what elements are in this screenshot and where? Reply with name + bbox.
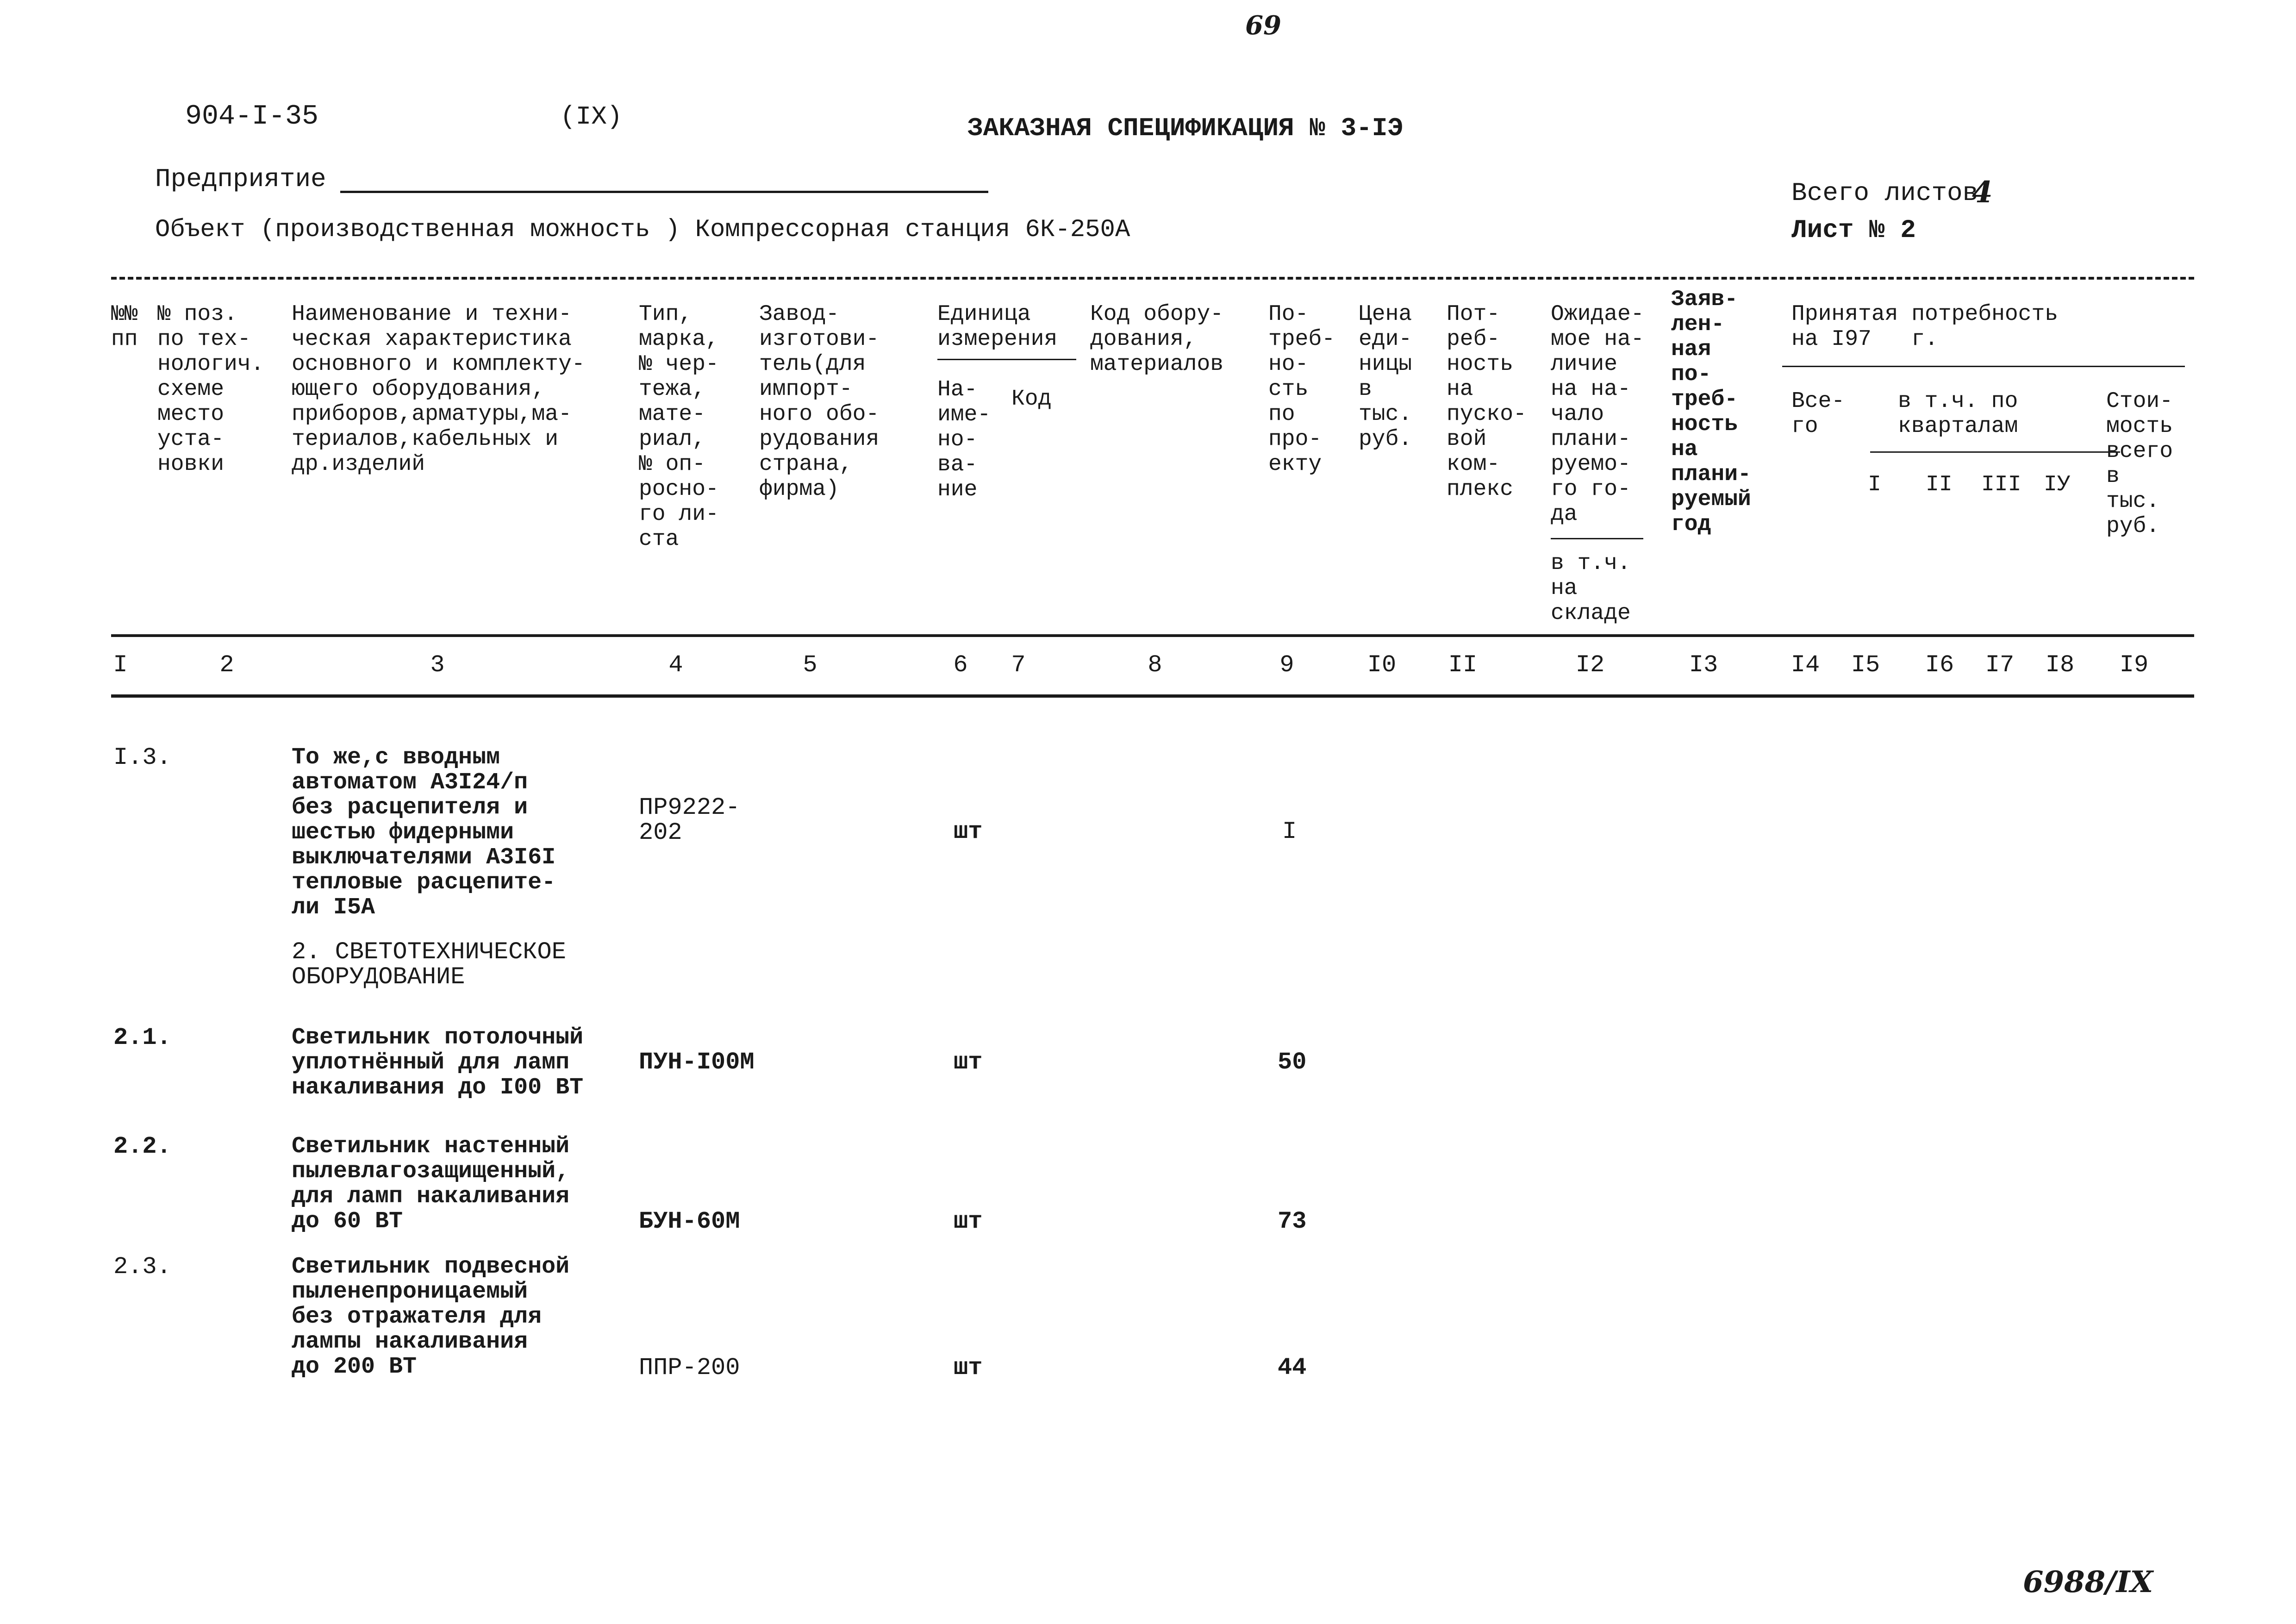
header-col12: Ожидае- мое на- личие на на- чало плани- руемо- го го- да — [1551, 302, 1644, 527]
row-qty: I — [1282, 818, 1297, 845]
row-name: Светильник настенный пылевлагозащищенный, для ламп накаливания до 60 ВТ — [292, 1133, 570, 1235]
table-top-rule — [111, 277, 2194, 280]
row-number: 2.3. — [113, 1253, 171, 1280]
row-unit: шт — [954, 818, 983, 845]
header-bottom-rule — [111, 634, 2194, 637]
enterprise-underline — [340, 191, 988, 193]
colnum-19: I9 — [2119, 651, 2149, 679]
colnum-5: 5 — [803, 651, 817, 679]
colnum-14: I4 — [1791, 651, 1820, 679]
column-numbers-bottom-rule — [111, 694, 2194, 698]
header-col15-18: в т.ч. по кварталам — [1898, 389, 2018, 439]
header-col6-7: Единица измерения — [937, 302, 1058, 352]
row-type: ППР-200 — [639, 1354, 740, 1381]
doc-code: 904-I-35 — [185, 101, 319, 132]
colnum-6: 6 — [953, 651, 968, 679]
header-col14-18: Принятая потребность на I97 г. — [1791, 302, 2059, 352]
colnum-8: 8 — [1148, 651, 1162, 679]
header-accepted-divider — [1782, 366, 2185, 367]
row-name: То же,с вводным автоматом А3I24/п без расцепителя и шестью фидерными выключателями А3I6I тепловые расцепите- ли I5А — [292, 744, 556, 921]
colnum-10: I0 — [1367, 651, 1397, 679]
colnum-17: I7 — [1985, 651, 2015, 679]
sheet-label: Лист № 2 — [1791, 215, 1916, 245]
header-col14: Все- го — [1791, 389, 1845, 439]
colnum-1: I — [113, 651, 128, 679]
header-col6: На- име- но- ва- ние — [937, 377, 991, 502]
colnum-9: 9 — [1279, 651, 1294, 679]
colnum-3: 3 — [430, 651, 445, 679]
footer-stamp: 6988/IX — [2023, 1565, 2153, 1599]
row-unit: шт — [954, 1049, 983, 1076]
header-col10: Цена еди- ницы в тыс. руб. — [1359, 302, 1412, 452]
page-number: 69 — [1245, 10, 1281, 41]
row-unit: шт — [954, 1208, 983, 1235]
total-sheets-value: 4 — [1972, 175, 1993, 210]
header-col13: Заяв- лен- ная по- треб- ность на плани- руемый год — [1671, 287, 1751, 537]
header-col4: Тип, марка, № чер- тежа, мате- риал, № оп- росно- го ли- ста — [639, 302, 719, 552]
colnum-15: I5 — [1851, 651, 1880, 679]
total-sheets-label: Всего листов — [1791, 178, 1978, 208]
colnum-4: 4 — [668, 651, 683, 679]
colnum-11: II — [1448, 651, 1478, 679]
header-col12-warehouse: в т.ч. на складе — [1551, 551, 1631, 626]
colnum-16: I6 — [1925, 651, 1954, 679]
row-qty: 44 — [1278, 1354, 1307, 1381]
colnum-18: I8 — [2045, 651, 2075, 679]
row-number: 2.1. — [113, 1024, 171, 1051]
header-col11: Пот- реб- ность на пуско- вой ком- плекс — [1447, 302, 1527, 502]
colnum-2: 2 — [219, 651, 234, 679]
header-q1: I — [1868, 472, 1881, 497]
header-col12-divider — [1551, 538, 1643, 539]
header-col8: Код обору- дования, материалов — [1090, 302, 1224, 377]
header-unit-divider — [937, 359, 1076, 360]
colnum-13: I3 — [1689, 651, 1718, 679]
header-col7: Код — [1011, 387, 1052, 412]
header-col5: Завод- изготови- тель(для импорт- ного обо- рудования страна, фирма) — [759, 302, 880, 502]
colnum-12: I2 — [1575, 651, 1605, 679]
header-q3: III — [1981, 472, 2021, 497]
section-heading: 2. СВЕТОТЕХНИЧЕСКОЕ ОБОРУДОВАНИЕ — [292, 938, 566, 991]
row-type: БУН-60М — [639, 1208, 740, 1235]
row-qty: 50 — [1278, 1049, 1307, 1076]
row-qty: 73 — [1278, 1208, 1307, 1235]
object-line: Объект (производственная можность ) Компрессорная станция 6К-250А — [155, 216, 1130, 244]
doc-title: ЗАКАЗНАЯ СПЕЦИФИКАЦИЯ № 3-IЭ — [967, 113, 1403, 143]
row-name: Светильник подвесной пыленепроницаемый без отражателя для лампы накаливания до 200 ВТ — [292, 1254, 570, 1380]
row-name: Светильник потолочный уплотнённый для ламп накаливания до I00 ВТ — [292, 1024, 584, 1101]
header-q4: IУ — [2044, 472, 2071, 497]
header-col1: №№ пп — [111, 302, 138, 352]
header-col19: Стои- мость всего в тыс. руб. — [2106, 389, 2173, 539]
colnum-7: 7 — [1011, 651, 1026, 679]
header-col3: Наименование и техни- ческая характеристика основного и комплекту- ющего оборудования, приборов,арматуры,ма- териалов,кабельных и др.изделий — [292, 302, 585, 477]
row-number: I.3. — [113, 744, 171, 771]
header-quarters-divider — [1870, 451, 2120, 453]
row-number: 2.2. — [113, 1133, 171, 1160]
row-unit: шт — [954, 1354, 983, 1381]
row-type: ПУН-I00М — [639, 1049, 755, 1076]
row-type: ПР9222- 202 — [639, 794, 740, 846]
header-q2: II — [1926, 472, 1953, 497]
header-col9: По- треб- но- сть по про- екту — [1268, 302, 1335, 477]
doc-volume: (IX) — [560, 102, 623, 131]
header-col2: № поз. по тех- нологич. схеме место уста- новки — [157, 302, 264, 477]
enterprise-label: Предприятие — [155, 164, 326, 194]
